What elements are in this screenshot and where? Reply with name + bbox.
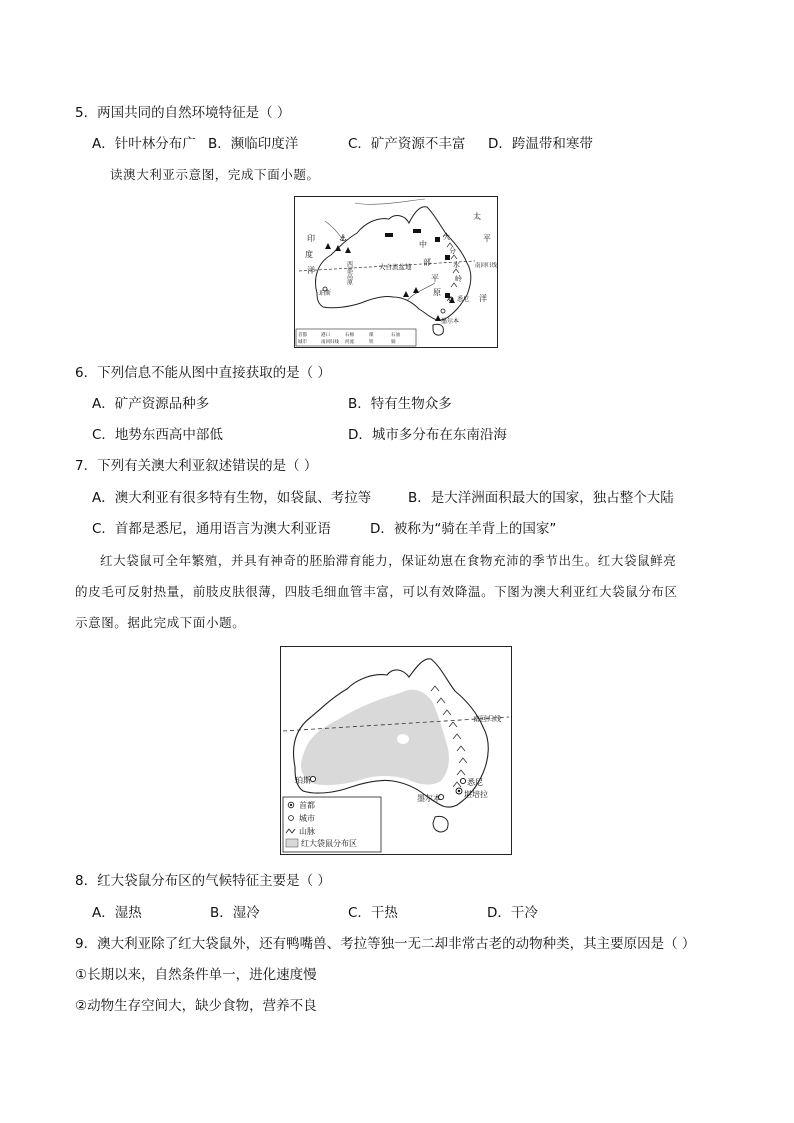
label-du: 度 [305,250,313,259]
map2-legend-capital: 首都 [299,801,315,810]
q8-option-d: D．干冷 [487,905,538,921]
q7-option-d: D．被称为“骑在羊背上的国家” [370,521,557,537]
q9-stem: 9．澳大利亚除了红大袋鼠外，还有鸭嘴兽、考拉等独一无二却非常古老的动物种类，其主要原因是（ ） [75,936,696,952]
legend-asbestos: 石棉 [345,333,354,338]
q9-item-2: ②动物生存空间大，缺少食物，营养不良 [75,998,317,1014]
q6-option-b: B．特有生物众多 [348,396,452,412]
label-yin: 印 [307,234,315,243]
label-tai: 太 [473,212,481,221]
q6-option-a: A．矿产资源品种多 [92,396,210,412]
passage-line-2: 的皮毛可反射热量，前肢皮肤很薄，四肢毛细血管丰富，可以有效降温。下图为澳大利亚红大袋鼠分布区 [75,584,678,599]
label-bu: 部 [423,258,431,267]
label-ping2: 平 [431,274,439,283]
label-west-plateau: 西部高原 [345,261,353,285]
label-ping: 平 [483,234,491,243]
q7-option-a: A．澳大利亚有很多特有生物，如袋鼠、考拉等 [92,490,372,506]
map2-label-sydney: 悉尼 [467,778,483,787]
label-tropic: 南回归线 [475,263,497,269]
australia-map-figure [294,196,498,348]
q6-stem: 6．下列信息不能从图中直接获取的是（ ） [75,365,331,381]
map2-label-perth: 珀斯 [295,776,311,785]
map2-legend-city: 城市 [299,814,315,823]
q9-item-1: ①长期以来，自然条件单一，进化速度慢 [75,967,317,983]
label-yuan: 原 [433,288,441,297]
q5-option-c: C．矿产资源不丰富 [348,136,466,152]
label-shui: 水 [453,261,460,269]
label-da: 大 [443,233,450,241]
kangaroo-map-figure [280,646,512,855]
legend-city: 城市 [298,340,307,345]
q8-option-a: A．湿热 [92,905,142,921]
legend-iron: 铁 [369,340,374,345]
kangaroo-distribution-map [281,647,511,854]
legend-tropic: 南回归线 [321,340,339,345]
label-zhong: 中 [419,240,427,249]
legend-copper: 铜 [391,340,396,345]
label-ling: 岭 [455,275,462,283]
q5-option-a: A．针叶林分布广 [92,136,196,152]
q5-stem: 5．两国共同的自然环境特征是（ ） [75,105,291,121]
svg-text:⚓: ⚓ [339,234,348,244]
q7-option-b: B．是大洋洲面积最大的国家，独占整个大陆 [408,490,674,506]
q6-option-d: D．城市多分布在东南沿海 [348,427,507,443]
label-sydney: 悉尼 [457,296,470,303]
label-yang-e: 洋 [479,294,487,303]
intro-map1: 读澳大利亚示意图，完成下面小题。 [110,167,320,182]
legend-capital: 首都 [298,333,307,338]
q5-option-d: D．跨温带和寒带 [488,136,593,152]
australia-map [295,197,497,347]
q8-option-c: C．干热 [348,905,398,921]
legend-river: 河流 [345,340,354,345]
map2-legend-mountain: 山脉 [299,827,315,836]
q5-option-b: B．濒临印度洋 [208,136,299,152]
label-yang-w: 洋 [307,266,315,275]
passage-line-3: 示意图。据此完成下面小题。 [75,615,246,630]
legend-port: 港口 [321,333,330,338]
q6-option-c: C．地势东西高中部低 [92,427,223,443]
legend-coal: 煤 [369,333,374,338]
label-fen: 分 [449,247,456,255]
label-desert: 大自流盆地 [379,263,412,271]
map2-label-tropic: 南回归线 [473,715,501,723]
q7-stem: 7．下列有关澳大利亚叙述错误的是（ ） [75,458,318,474]
map2-legend-range: 红大袋鼠分布区 [301,839,357,848]
label-perth: 珀斯 [319,290,332,297]
map2-label-melbourne: 墨尔本 [417,794,441,803]
legend-oil: 石油 [391,333,400,338]
q7-option-c: C．首都是悉尼，通用语言为澳大利亚语 [92,521,331,537]
q8-option-b: B．湿冷 [210,905,260,921]
map2-label-canberra: 堪培拉 [464,790,488,799]
passage-line-1: 红大袋鼠可全年繁殖，并具有神奇的胚胎滞育能力，保证幼崽在食物充沛的季节出生。红大袋鼠鲜亮 [100,553,677,568]
label-melbourne: 墨尔本 [441,318,460,325]
q8-stem: 8．红大袋鼠分布区的气候特征主要是（ ） [75,873,331,889]
